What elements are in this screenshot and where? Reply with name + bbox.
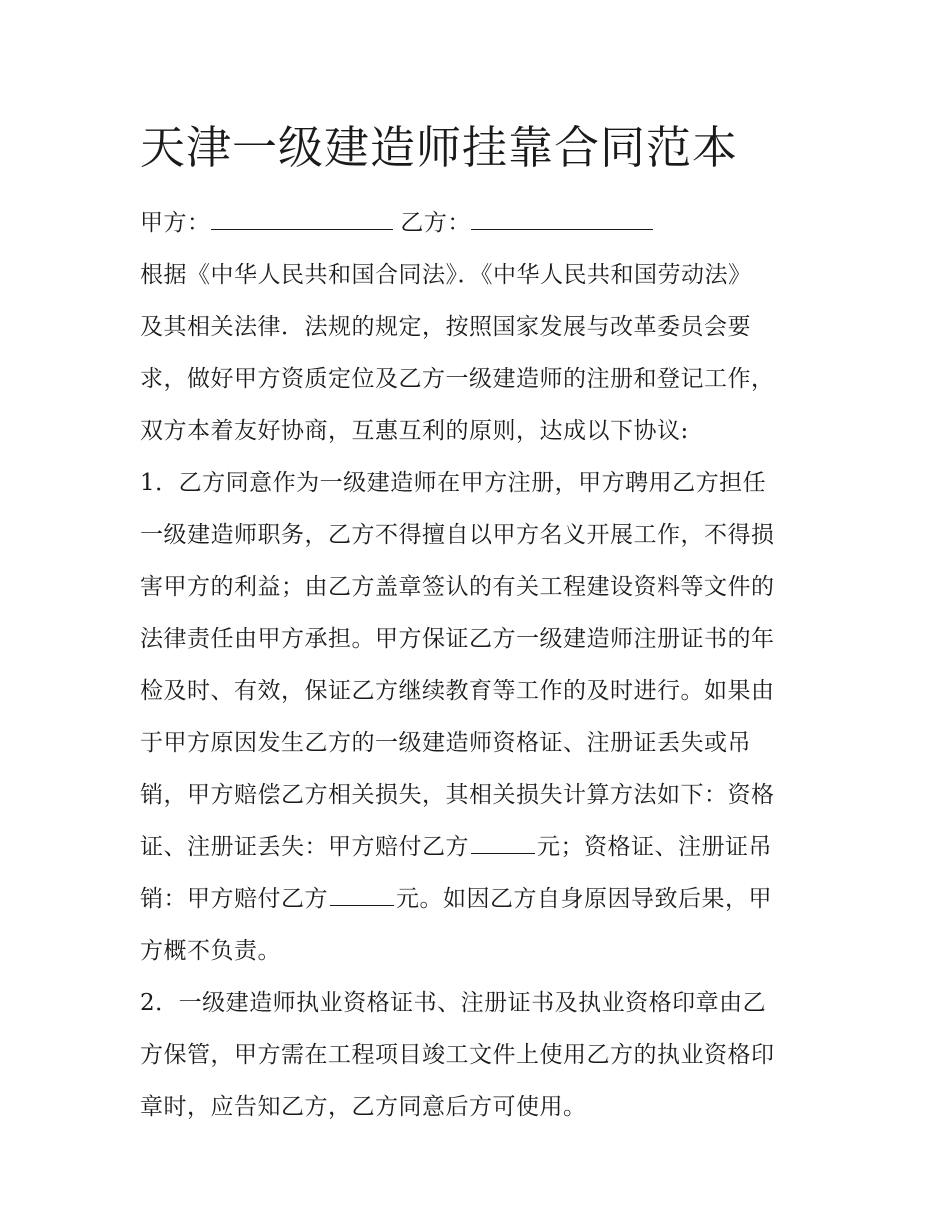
party-b-blank[interactable] [471, 209, 653, 230]
clause-1-line: 害甲方的利益；由乙方盖章签认的有关工程建设资料等文件的 [140, 574, 775, 600]
compensation-blank-loss[interactable] [471, 833, 535, 854]
clause-2-line: 2．一级建造师执业资格证书、注册证书及执业资格印章由乙 [140, 990, 767, 1016]
document-title: 天津一级建造师挂靠合同范本 [140, 121, 739, 174]
compensation-blank-revoke[interactable] [330, 885, 394, 906]
clause-1-line-text: 销：甲方赔付乙方 [140, 886, 328, 912]
parties-line [140, 206, 840, 240]
party-a-blank[interactable] [211, 209, 393, 230]
intro-line: 求，做好甲方资质定位及乙方一级建造师的注册和登记工作， [140, 366, 775, 392]
intro-line: 及其相关法律．法规的规定，按照国家发展与改革委员会要 [140, 314, 751, 340]
clause-1-line [140, 830, 840, 864]
clause-2-line: 章时，应告知乙方，乙方同意后方可使用。 [140, 1094, 587, 1120]
clause-1-line-text: 元。如因乙方自身原因导致后果，甲 [396, 886, 772, 912]
intro-line: 双方本着友好协商，互惠互利的原则，达成以下协议: [140, 418, 689, 444]
clause-1-line: 1．乙方同意作为一级建造师在甲方注册，甲方聘用乙方担任 [140, 470, 767, 496]
party-b-label: 乙方： [400, 210, 471, 236]
clause-2-line: 方保管，甲方需在工程项目竣工文件上使用乙方的执业资格印 [140, 1042, 775, 1068]
clause-1-line: 检及时、有效，保证乙方继续教育等工作的及时进行。如果由 [140, 678, 775, 704]
clause-1-line-text: 证、注册证丢失：甲方赔付乙方 [140, 834, 469, 860]
clause-1-line: 方概不负责。 [140, 938, 281, 964]
party-a-label: 甲方： [140, 210, 211, 236]
clause-1-line-text: 元；资格证、注册证吊 [537, 834, 772, 860]
intro-line: 根据《中华人民共和国合同法》．《中华人民共和国劳动法》 [140, 262, 752, 288]
clause-1-line: 销，甲方赔偿乙方相关损失，其相关损失计算方法如下：资格 [140, 782, 775, 808]
clause-1-line [140, 882, 840, 916]
clause-1-line: 一级建造师职务，乙方不得擅自以甲方名义开展工作，不得损 [140, 522, 775, 548]
clause-1-line: 于甲方原因发生乙方的一级建造师资格证、注册证丢失或吊 [140, 730, 751, 756]
clause-1-line: 法律责任由甲方承担。甲方保证乙方一级建造师注册证书的年 [140, 626, 775, 652]
